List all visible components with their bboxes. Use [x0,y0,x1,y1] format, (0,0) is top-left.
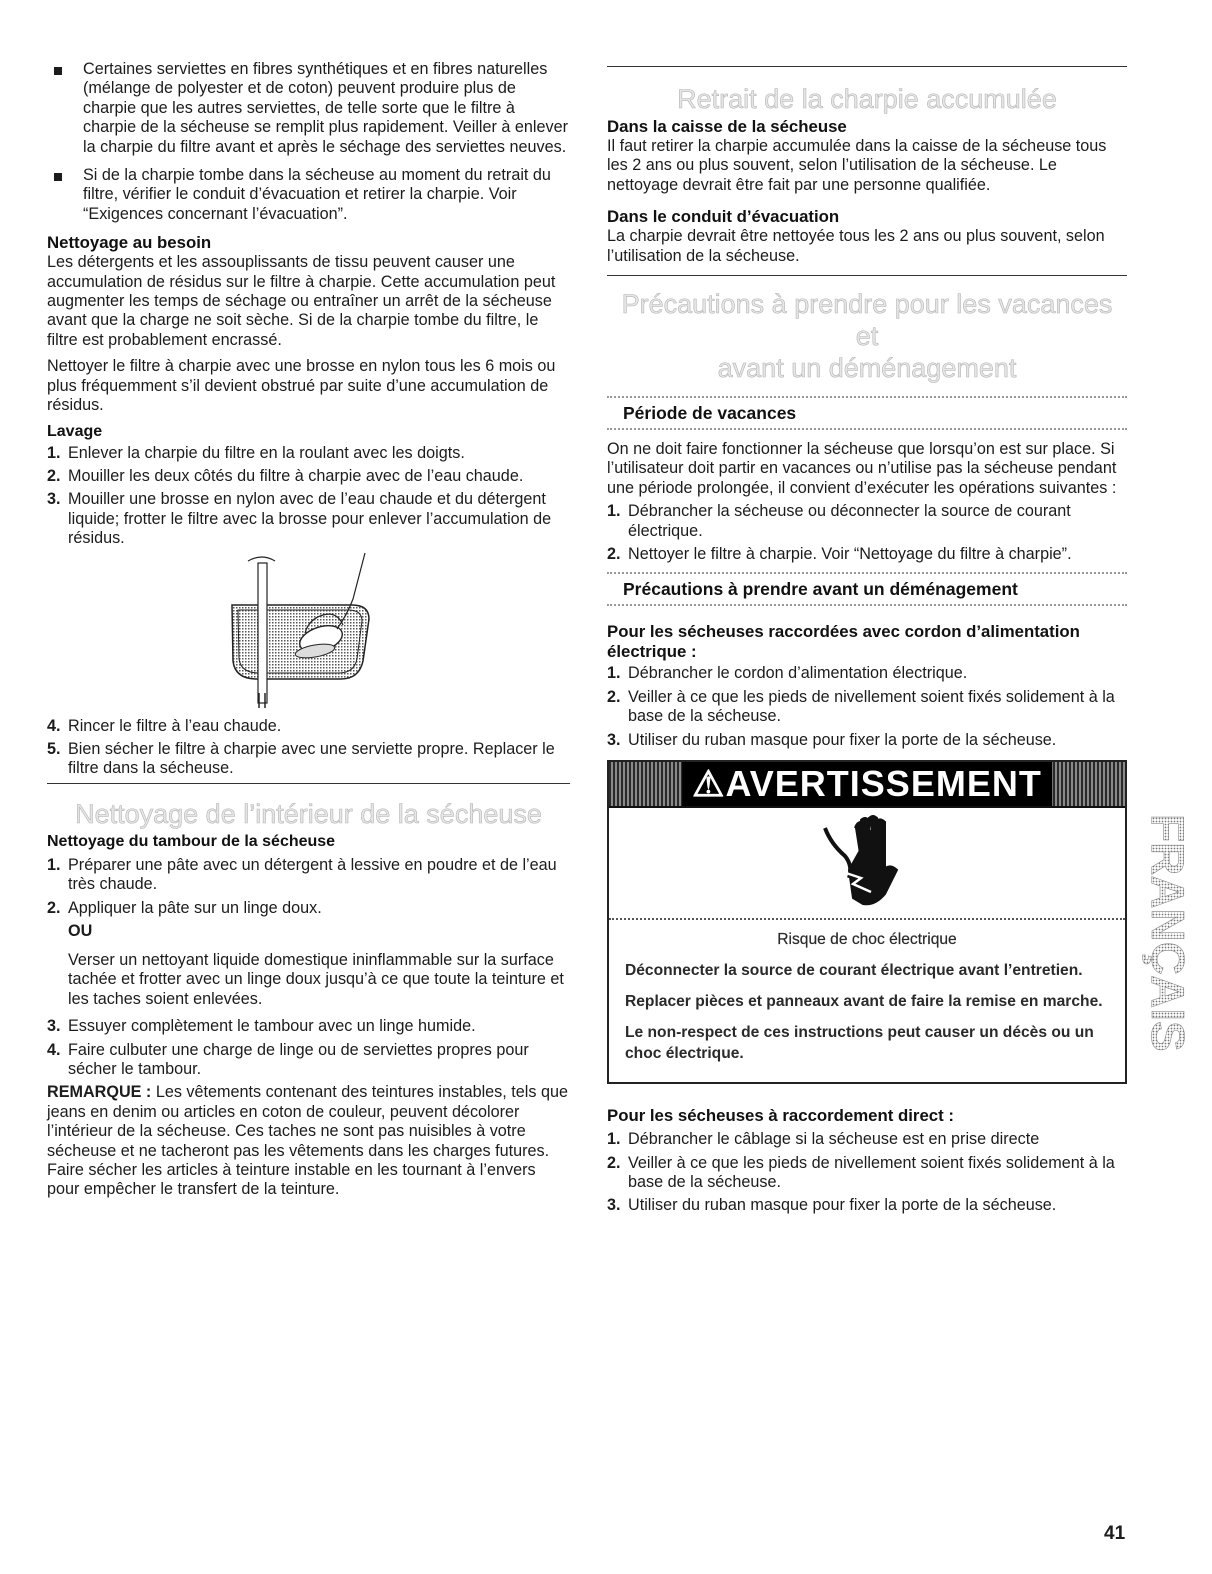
precautions-title-line-1: Précautions à prendre pour les vacances et [621,289,1113,352]
filter-brush-drawing [47,553,570,715]
interior-section-title: Nettoyage de l’intérieur de la sécheuse [75,798,542,829]
list-item [47,467,570,486]
list-item [47,899,570,918]
list-item [47,490,570,548]
step-number: 5. [47,739,61,758]
step-number: 1. [607,1130,621,1149]
left-column [47,60,570,1200]
step-number: 4. [47,1040,61,1059]
caisse-heading: Dans la caisse de la sécheuse [607,117,847,136]
step-text: Débrancher le câblage si la sécheuse est en prise directe [628,1130,1040,1149]
remarque-label: REMARQUE : [47,1083,152,1102]
lint-filter-illustration [47,553,570,715]
ou-label: OU [68,921,93,940]
bullet-item: Si de la charpie tombe dans la sécheuse au moment du retrait du filtre, vérifier le conduit d’évacuation et retirer la charpie. Voir “Exigences concernant l’évacuation”. [47,166,570,224]
demenagement-heading: Précautions à prendre avant un déménagement [623,579,1018,600]
besoin-heading: Nettoyage au besoin [47,233,212,253]
caisse-text: Il faut retirer la charpie accumulée dans la caisse de la sécheuse tous les 2 ans ou plus souvent, selon l’utilisation de la sécheuse. Le nettoyage devrait être fait par une personne qualifiée. [607,137,1107,194]
step-number: 1. [607,664,621,683]
warning-label: AVERTISSEMENT [725,763,1042,805]
warning-heading: Risque de choc électrique [777,931,957,949]
list-item [47,1017,570,1036]
step-number: 1. [47,443,61,462]
step-text: Faire culbuter une charge de linge ou de serviettes propres pour sécher le tambour. [68,1040,529,1078]
page-number: 41 [1104,1523,1126,1544]
warning-box [607,760,1127,1084]
list-item [607,731,1127,750]
warning-line: Replacer pièces et panneaux avant de faire la remise en marche. [625,993,1103,1011]
step-number: 3. [47,490,61,509]
right-column [607,66,1127,1220]
retrait-section-title: Retrait de la charpie accumulée [677,84,1057,114]
vacances-heading: Période de vacances [623,403,797,424]
vacances-steps [607,502,1127,564]
tambour-heading: Nettoyage du tambour de la sécheuse [47,832,336,850]
tambour-steps-continued [47,1017,570,1079]
bullet-list [47,60,570,224]
section-divider [47,783,570,784]
bullet-item: Certaines serviettes en fibres synthétiques et en fibres naturelles (mélange de polyester et de coton) peuvent produire plus de charpie que les autres serviettes, de telle sorte que le filtre à charpie de la sécheuse se remplit plus rapidement. Veiller à enlever la charpie du filtre avant et après le séchage des serviettes neuves. [47,60,570,157]
remarque-paragraph [47,1083,570,1199]
list-item [47,444,570,463]
warning-icon-area [609,808,1125,918]
side-tab-label: FRANÇAIS [1142,814,1194,1052]
lavage-heading: Lavage [47,422,103,440]
list-item [607,1130,1127,1149]
list-item [607,664,1127,683]
list-item [47,1041,570,1080]
direct-heading: Pour les sécheuses à raccordement direct : [607,1106,954,1126]
step-text: Bien sécher le filtre à charpie avec une serviette propre. Replacer le filtre dans la sécheuse. [68,739,555,778]
conduit-text: La charpie devrait être nettoyée tous les 2 ans ou plus souvent, selon l’utilisation de la sécheuse. [607,227,1105,265]
step-number: 3. [607,1196,621,1215]
list-item [607,1196,1127,1215]
step-number: 2. [607,687,621,706]
direct-steps [607,1130,1127,1216]
list-item [47,856,570,895]
electric-shock-hand-icon [609,808,1125,918]
vacances-text: On ne doit faire fonctionner la sécheuse que lorsqu’on est sur place. Si l’utilisateur doit partir en vacances ou n’utilise pas la sécheuse pendant une période prolongée, il convient d’exécuter les opérations suivantes : [607,440,1117,497]
step-text: Mouiller les deux côtés du filtre à charpie avec de l’eau chaude. [68,466,524,485]
list-item [607,502,1127,541]
step-number: 1. [47,855,61,874]
step-text: Appliquer la pâte sur un linge doux. [68,898,322,917]
step-text: Veiller à ce que les pieds de nivellement soient fixés solidement à la base de la sécheuse. [628,687,1115,726]
warning-line: Le non-respect de ces instructions peut causer un décès ou un choc électrique. [625,1024,1094,1063]
step-number: 3. [47,1017,61,1036]
step-text: Préparer une pâte avec un détergent à lessive en poudre et de l’eau très chaude. [68,855,557,894]
step-number: 3. [607,730,621,749]
remarque-text: Les vêtements contenant des teintures instables, tels que jeans en denim ou articles en coton de couleur, peuvent décolorer l’intérieur de la sécheuse. Ces taches ne sont pas nuisibles à votre sécheuse et ne tacheront pas les vêtements dans les charges futures. Faire sécher les articles à teinture instable en les tournant à l’envers pour empêcher le transfert de la teinture. [47,1083,568,1199]
step-number: 2. [607,1153,621,1172]
step-number: 1. [607,502,621,521]
warning-label-container [682,762,1052,806]
list-item [47,740,570,779]
warning-triangle-icon: ⚠ [692,763,726,805]
tambour-steps [47,856,570,918]
step-number: 4. [47,716,61,735]
cordon-heading: Pour les sécheuses raccordées avec cordon d’alimentation électrique : [607,622,1080,662]
besoin-paragraph-2: Nettoyer le filtre à charpie avec une brosse en nylon tous les 6 mois ou plus fréquemment s’il devient obstrué par suite d’une accumulation de résidus. [47,357,556,415]
list-item [607,688,1127,727]
step-text: Débrancher la sécheuse ou déconnecter la source de courant électrique. [628,502,1071,540]
lavage-steps [47,444,570,549]
list-item [47,717,570,736]
step-text: Utiliser du ruban masque pour fixer la porte de la sécheuse. [628,730,1057,749]
warning-line: Déconnecter la source de courant électrique avant l’entretien. [625,962,1083,980]
step-text: Rincer le filtre à l’eau chaude. [68,716,282,735]
list-item [607,1154,1127,1193]
step-text: Mouiller une brosse en nylon avec de l’eau chaude et du détergent liquide; frotter le filtre avec la brosse pour enlever l’accumulation de résidus. [68,490,552,548]
ou-text: Verser un nettoyant liquide domestique ininflammable sur la surface tachée et frotter avec un linge doux jusqu’à ce que toute la teinture et les taches soient enlevées. [68,950,564,1008]
section-divider [607,275,1127,276]
lavage-steps-continued [47,717,570,779]
step-text: Utiliser du ruban masque pour fixer la porte de la sécheuse. [628,1196,1057,1215]
step-number: 2. [47,898,61,917]
list-item [607,545,1127,564]
step-number: 2. [47,466,61,485]
cordon-steps [607,664,1127,750]
dotted-divider [607,428,1127,430]
step-text: Veiller à ce que les pieds de nivellement soient fixés solidement à la base de la sécheuse. [628,1153,1115,1191]
step-number: 2. [607,545,621,564]
section-divider [607,66,1127,67]
precautions-title-line-2: avant un déménagement [717,353,1017,384]
conduit-heading: Dans le conduit d’évacuation [607,207,840,227]
side-tab-graphic [1140,810,1194,1080]
step-text: Essuyer complètement le tambour avec un linge humide. [68,1017,476,1036]
step-text: Nettoyer le filtre à charpie. Voir “Nettoyage du filtre à charpie”. [628,545,1072,564]
language-side-tab [1140,810,1194,1080]
step-text: Enlever la charpie du filtre en la roulant avec les doigts. [68,443,465,462]
step-text: Débrancher le cordon d’alimentation électrique. [628,664,968,683]
warning-banner [609,762,1125,808]
dotted-divider [607,604,1127,606]
warning-text-area [609,918,1125,1082]
besoin-paragraph-1: Les détergents et les assouplissants de tissu peuvent causer une accumulation de résidus sur le filtre à charpie. Cette accumulation peut augmenter les temps de séchage ou entraîner un arrêt de la sécheuse avant que la charge ne soit sèche. Si de la charpie tombe du filtre, le filtre est probablement encrassé. [47,253,556,349]
